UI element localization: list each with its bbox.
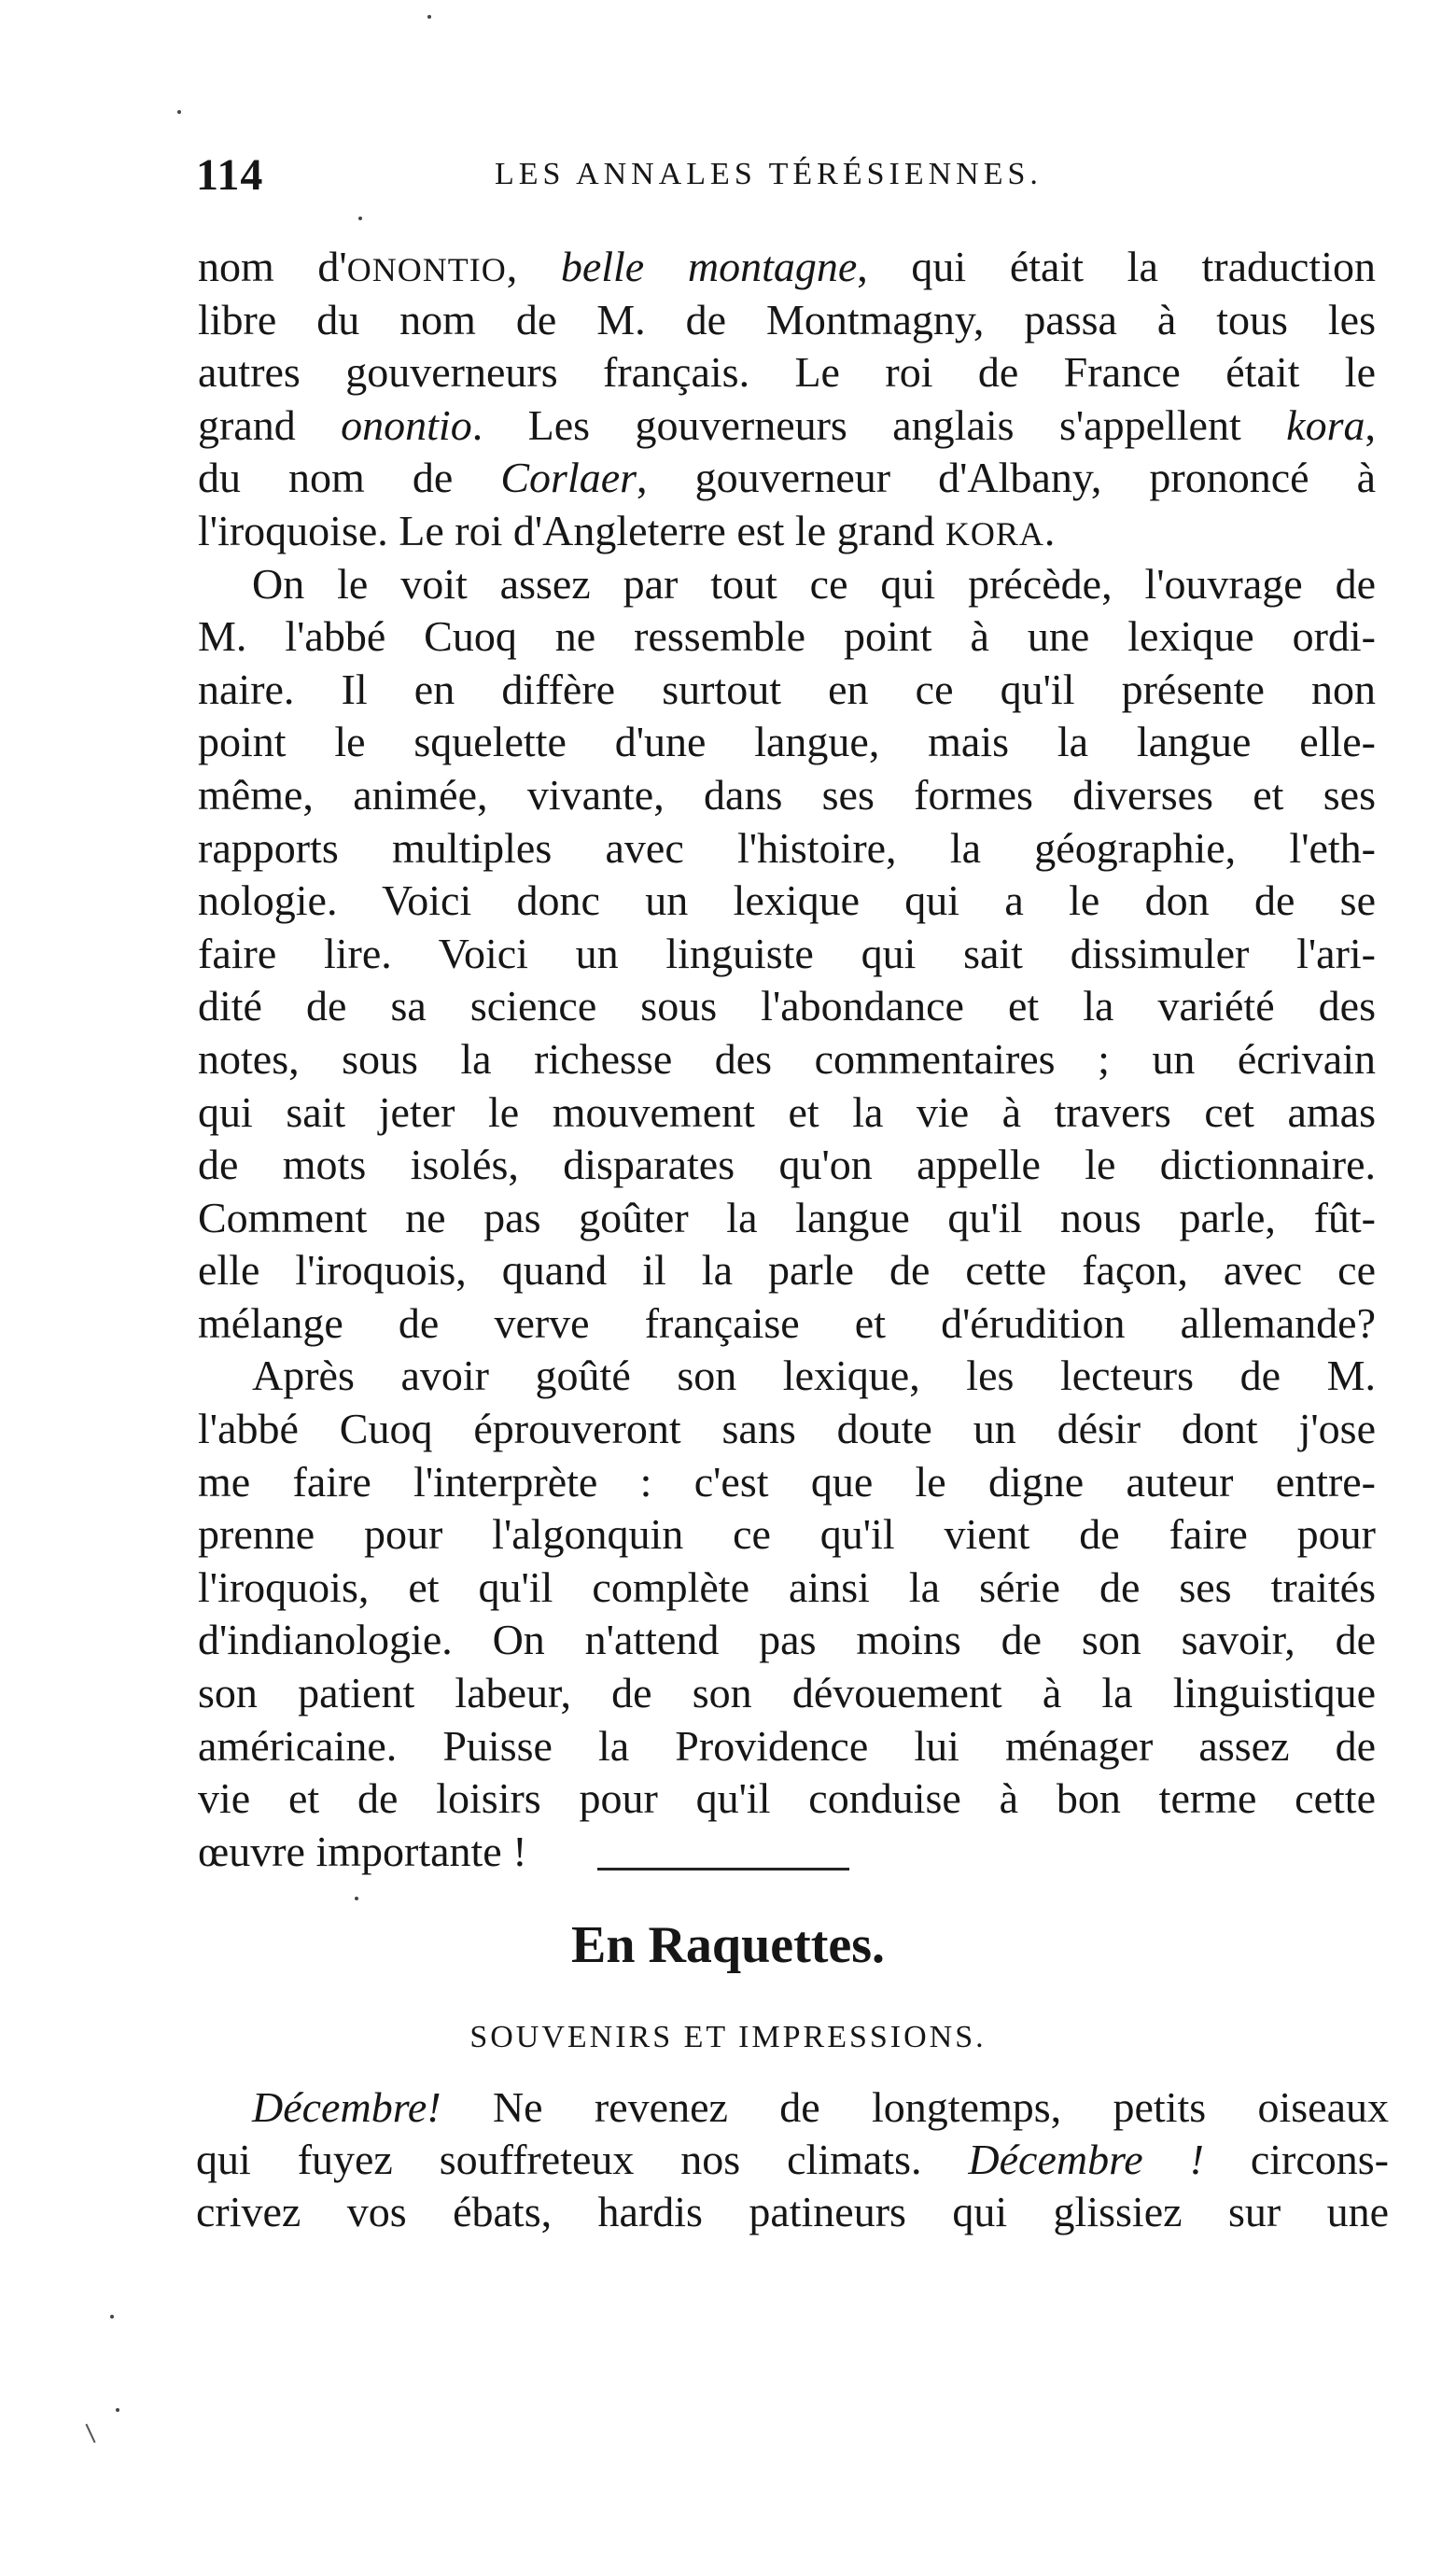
text-line: mélange de verve française et d'érudition allemande?: [198, 1298, 1376, 1347]
text-line: [198, 399, 1376, 453]
text-run: l'iroquoise. Le roi d'Angleterre est le grand: [198, 506, 945, 554]
text-run: , qui était la traduction: [857, 243, 1376, 290]
text-line: notes, sous la richesse des commentaires ; un écrivain: [198, 1034, 1376, 1083]
page-header: [196, 149, 1409, 205]
section-title: En Raquettes.: [570, 1916, 886, 1974]
text-line: l'abbé Cuoq éprouveront sans doute un désir dont j'ose: [198, 1405, 1376, 1453]
text-line: américaine. Puisse la Providence lui ménager assez de: [198, 1721, 1376, 1770]
small-caps-word: ONONTIO: [346, 251, 507, 288]
text-line: de mots isolés, disparates qu'on appelle le dictionnaire.: [198, 1141, 1376, 1189]
text-run: ,: [506, 243, 561, 290]
running-title: LES ANNALES TÉRÉSIENNES.: [495, 157, 1043, 191]
text-run: du nom de: [198, 454, 501, 502]
text-run: grand: [198, 400, 342, 449]
text-line: vie et de loisirs pour qu'il conduise à bon terme cette: [198, 1774, 1376, 1823]
text-line: nologie. Voici donc un lexique qui a le don de se: [198, 876, 1376, 925]
italic-word: Corlaer: [500, 454, 637, 502]
scan-speck: [358, 217, 362, 220]
text-line: On le voit assez par tout ce qui précède, l'ouvrage de: [252, 559, 1376, 608]
text-line: rapports multiples avec l'histoire, la géographie, l'eth-: [198, 823, 1376, 872]
text-line: me faire l'interprète : c'est que le digne auteur entre-: [198, 1457, 1376, 1506]
text-line: libre du nom de M. de Montmagny, passa à tous les: [198, 295, 1376, 343]
text-line: [198, 452, 1376, 505]
text-line: autres gouverneurs français. Le roi de France était le: [198, 348, 1376, 397]
text-run: , gouverneur d'Albany, prononcé à: [637, 454, 1377, 502]
text-line: d'indianologie. On n'attend pas moins de son savoir, de: [198, 1616, 1376, 1664]
page-number: 114: [196, 150, 264, 200]
text-line: l'iroquois, et qu'il complète ainsi la série de ses traités: [198, 1562, 1376, 1611]
text-line: qui sait jeter le mouvement et la vie à travers cet amas: [198, 1087, 1376, 1136]
text-line: naire. Il en diffère surtout en ce qu'il présente non: [198, 665, 1376, 713]
small-caps-word: KORA: [945, 514, 1044, 553]
scan-speck: [177, 110, 181, 114]
italic-word: Décembre !: [968, 2136, 1204, 2183]
italic-word: onontio: [341, 400, 472, 449]
section-subtitle: SOUVENIRS ET IMPRESSIONS.: [469, 2020, 987, 2054]
text-line: Comment ne pas goûter la langue qu'il nous parle, fût-: [198, 1193, 1376, 1241]
italic-word: kora: [1286, 400, 1365, 449]
scan-speck: [116, 2408, 119, 2412]
text-run: nom d': [198, 243, 347, 290]
text-line: M. l'abbé Cuoq ne ressemble point à une lexique ordi-: [198, 612, 1376, 661]
text-run: . Les gouverneurs anglais s'appellent: [471, 400, 1287, 449]
text-line: crivez vos ébats, hardis patineurs qui glissiez sur une: [196, 2188, 1389, 2235]
text-line: elle l'iroquois, quand il la parle de cette façon, avec ce: [198, 1246, 1376, 1295]
text-line: Après avoir goûté son lexique, les lecteurs de M.: [252, 1352, 1376, 1400]
scan-speck: [427, 15, 431, 19]
text-line: [198, 505, 1376, 558]
text-line: [196, 2134, 1389, 2186]
italic-word: Décembre!: [252, 2083, 441, 2131]
text-run: qui fuyez souffreteux nos climats.: [196, 2136, 969, 2183]
section-text: [196, 2081, 1389, 2238]
italic-phrase: belle montagne: [560, 243, 858, 290]
text-line: dité de sa science sous l'abondance et la variété des: [198, 982, 1376, 1030]
text-line: [198, 241, 1376, 294]
scan-mark: [85, 2424, 95, 2444]
text-line: point le squelette d'une langue, mais la langue elle-: [198, 718, 1376, 766]
text-line: prenne pour l'algonquin ce qu'il vient de faire pour: [198, 1510, 1376, 1559]
text-run: circons-: [1203, 2136, 1389, 2183]
scan-speck: [355, 1897, 358, 1900]
text-run: ,: [1365, 400, 1376, 449]
text-line: [196, 2081, 1389, 2134]
text-line: faire lire. Voici un linguiste qui sait dissimuler l'ari-: [198, 929, 1376, 977]
text-line: son patient labeur, de son dévouement à la linguistique: [198, 1669, 1376, 1717]
text-run: .: [1043, 506, 1056, 554]
text-line: même, animée, vivante, dans ses formes diverses et ses: [198, 770, 1376, 819]
scan-speck: [110, 2315, 114, 2319]
section-divider: [597, 1868, 849, 1870]
text-line: œuvre importante !: [198, 1827, 527, 1875]
text-run: Ne revenez de longtemps, petits oiseaux: [441, 2083, 1389, 2131]
body-text: [198, 241, 1376, 1878]
